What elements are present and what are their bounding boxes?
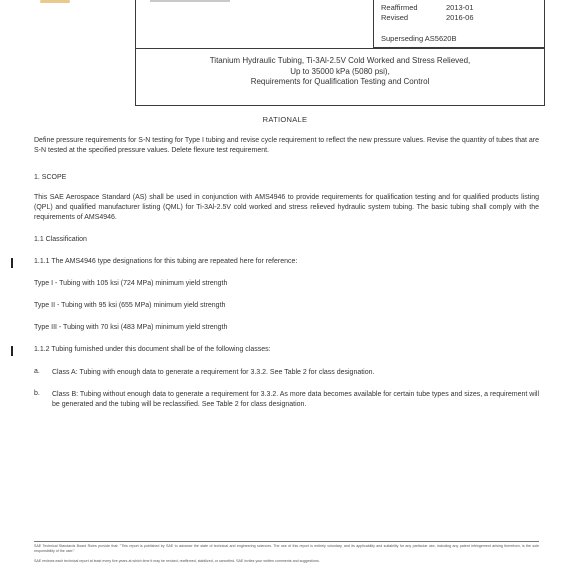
scope-text: This SAE Aerospace Standard (AS) shall be used in conjunction with AMS4946 to provide requirements for qualification testing and for qualified products listing (QPL) and qualified manufacturer listing (QML) for Ti-3Al-2.5V cold worked and stress relieved hydraulic system tubing. The basic tubing shall comply with the requirements of AMS4946. xyxy=(34,194,539,221)
rationale-heading: RATIONALE xyxy=(262,115,308,124)
revision-change-bar xyxy=(11,346,13,356)
title-line: Up to 35000 kPa (5080 psi), xyxy=(290,66,390,76)
superseding-note: Superseding AS5620B xyxy=(381,34,457,43)
header-divider xyxy=(135,48,545,49)
type-iii-line: Type III - Tubing with 70 ksi (483 MPa) minimum yield strength xyxy=(34,324,228,331)
meta-revised-value: 2016-06 xyxy=(446,13,474,22)
footer-disclaimer: SAE Technical Standards Board Rules provide that: "This report is published by SAE to advance the state of technical and engineering sciences. The use of this report is entirely voluntary, and its applicability and suitability for any particular use, including any patent infringement arising therefrom, is the sole responsibility of the user." xyxy=(34,544,539,553)
title-line: Requirements for Qualification Testing and Control xyxy=(250,77,430,86)
meta-reaffirmed-label: Reaffirmed xyxy=(381,3,418,12)
section-1-1-2: 1.1.2 Tubing furnished under this document shall be of the following classes: xyxy=(34,346,271,353)
rationale-text: Define pressure requirements for S-N testing for Type I tubing and revise cycle requirement to reflect the new pressure values. Revise the quantity of tubes that are S-N tested at the specified pressure values. Delete flexure test requirement. xyxy=(34,137,539,154)
title-line: Titanium Hydraulic Tubing, Ti-3Al-2.5V Cold Worked and Stress Relieved, xyxy=(209,56,471,65)
class-a-text: Class A: Tubing with enough data to generate a requirement for 3.3.2. See Table 2 for class designation. xyxy=(52,369,375,376)
classification-heading: 1.1 Classification xyxy=(34,236,87,243)
revision-change-bar xyxy=(11,258,13,268)
publisher-logo-fragment xyxy=(40,0,70,3)
section-1-1-1: 1.1.1 The AMS4946 type designations for this tubing are repeated here for reference: xyxy=(34,258,298,265)
type-ii-line: Type II - Tubing with 95 ksi (655 MPa) minimum yield strength xyxy=(34,302,226,309)
type-i-line: Type I - Tubing with 105 ksi (724 MPa) minimum yield strength xyxy=(34,280,228,287)
meta-revised-label: Revised xyxy=(381,13,409,22)
meta-reaffirmed-value: 2013-01 xyxy=(446,3,474,12)
class-a-marker: a. xyxy=(34,368,40,375)
scope-heading: 1. SCOPE xyxy=(34,174,67,181)
footer-review-note: SAE reviews each technical report at least every five years at which time it may be revised, reaffirmed, stabilized, or cancelled. SAE invites your written comments and suggestions. xyxy=(34,559,320,563)
class-b-marker: b. xyxy=(34,390,40,397)
class-b-text: Class B: Tubing without enough data to generate a requirement for 3.3.2. As more data becomes available for certain tube types and sizes, a requirement will be generated and the tubing will be reclassified. See Table 2 for class designation. xyxy=(52,391,539,408)
footer-rule xyxy=(34,541,539,542)
document-title xyxy=(135,56,545,88)
